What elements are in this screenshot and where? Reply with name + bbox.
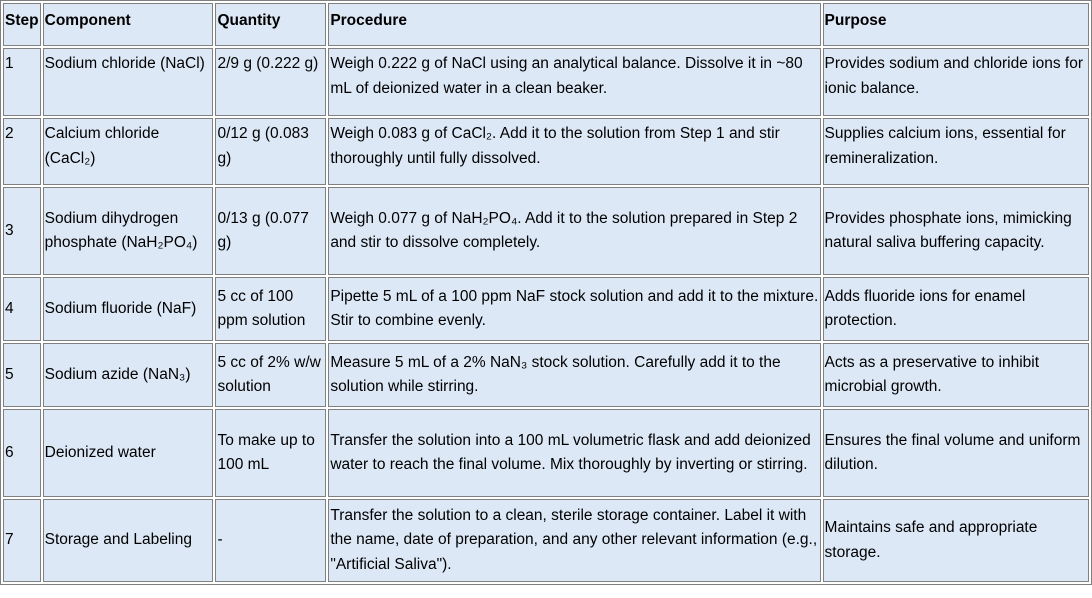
- table-row: [3, 48, 1089, 116]
- cell-step: 6: [3, 409, 41, 497]
- cell-quantity: To make up to 100 mL: [215, 409, 326, 497]
- cell-quantity: 5 cc of 100 ppm solution: [215, 277, 326, 341]
- header-quantity: Quantity: [215, 3, 326, 46]
- cell-procedure: Weigh 0.083 g of CaCl₂. Add it to the solution from Step 1 and stir thoroughly until fully dissolved.: [328, 118, 820, 185]
- table-row: [3, 343, 1089, 407]
- cell-step: 4: [3, 277, 41, 341]
- cell-procedure: Transfer the solution to a clean, sterile storage container. Label it with the name, date of preparation, and any other relevant information (e.g., "Artificial Saliva").: [328, 499, 820, 582]
- table-row: [3, 499, 1089, 582]
- cell-component: Sodium azide (NaN₃): [43, 343, 214, 407]
- cell-purpose: Adds fluoride ions for enamel protection.: [823, 277, 1089, 341]
- cell-purpose: Maintains safe and appropriate storage.: [823, 499, 1089, 582]
- table-row: [3, 118, 1089, 185]
- cell-component: Storage and Labeling: [43, 499, 214, 582]
- header-component: Component: [43, 3, 214, 46]
- cell-quantity: 0/12 g (0.083 g): [215, 118, 326, 185]
- cell-procedure: Measure 5 mL of a 2% NaN₃ stock solution. Carefully add it to the solution while stirring.: [328, 343, 820, 407]
- cell-component: Deionized water: [43, 409, 214, 497]
- cell-component: Calcium chloride (CaCl₂): [43, 118, 214, 185]
- cell-purpose: Provides phosphate ions, mimicking natural saliva buffering capacity.: [823, 187, 1089, 275]
- cell-quantity: 5 cc of 2% w/w solution: [215, 343, 326, 407]
- cell-purpose: Supplies calcium ions, essential for remineralization.: [823, 118, 1089, 185]
- cell-procedure: Weigh 0.077 g of NaH₂PO₄. Add it to the solution prepared in Step 2 and stir to dissolve completely.: [328, 187, 820, 275]
- header-step: Step: [3, 3, 41, 46]
- table-row: [3, 277, 1089, 341]
- cell-procedure: Weigh 0.222 g of NaCl using an analytical balance. Dissolve it in ~80 mL of deionized water in a clean beaker.: [328, 48, 820, 116]
- cell-purpose: Ensures the final volume and uniform dilution.: [823, 409, 1089, 497]
- cell-step: 3: [3, 187, 41, 275]
- cell-component: Sodium dihydrogen phosphate (NaH₂PO₄): [43, 187, 214, 275]
- cell-component: Sodium fluoride (NaF): [43, 277, 214, 341]
- table-row: [3, 187, 1089, 275]
- cell-purpose: Provides sodium and chloride ions for ionic balance.: [823, 48, 1089, 116]
- header-purpose: Purpose: [823, 3, 1089, 46]
- table-row: [3, 409, 1089, 497]
- cell-procedure: Transfer the solution into a 100 mL volumetric flask and add deionized water to reach the final volume. Mix thoroughly by inverting or stirring.: [328, 409, 820, 497]
- cell-step: 1: [3, 48, 41, 116]
- cell-step: 5: [3, 343, 41, 407]
- cell-component: Sodium chloride (NaCl): [43, 48, 214, 116]
- cell-quantity: 2/9 g (0.222 g): [215, 48, 326, 116]
- cell-procedure: Pipette 5 mL of a 100 ppm NaF stock solution and add it to the mixture. Stir to combine evenly.: [328, 277, 820, 341]
- cell-step: 2: [3, 118, 41, 185]
- header-row: [3, 3, 1089, 46]
- cell-quantity: -: [215, 499, 326, 582]
- cell-step: 7: [3, 499, 41, 582]
- cell-purpose: Acts as a preservative to inhibit microbial growth.: [823, 343, 1089, 407]
- cell-quantity: 0/13 g (0.077 g): [215, 187, 326, 275]
- header-procedure: Procedure: [328, 3, 820, 46]
